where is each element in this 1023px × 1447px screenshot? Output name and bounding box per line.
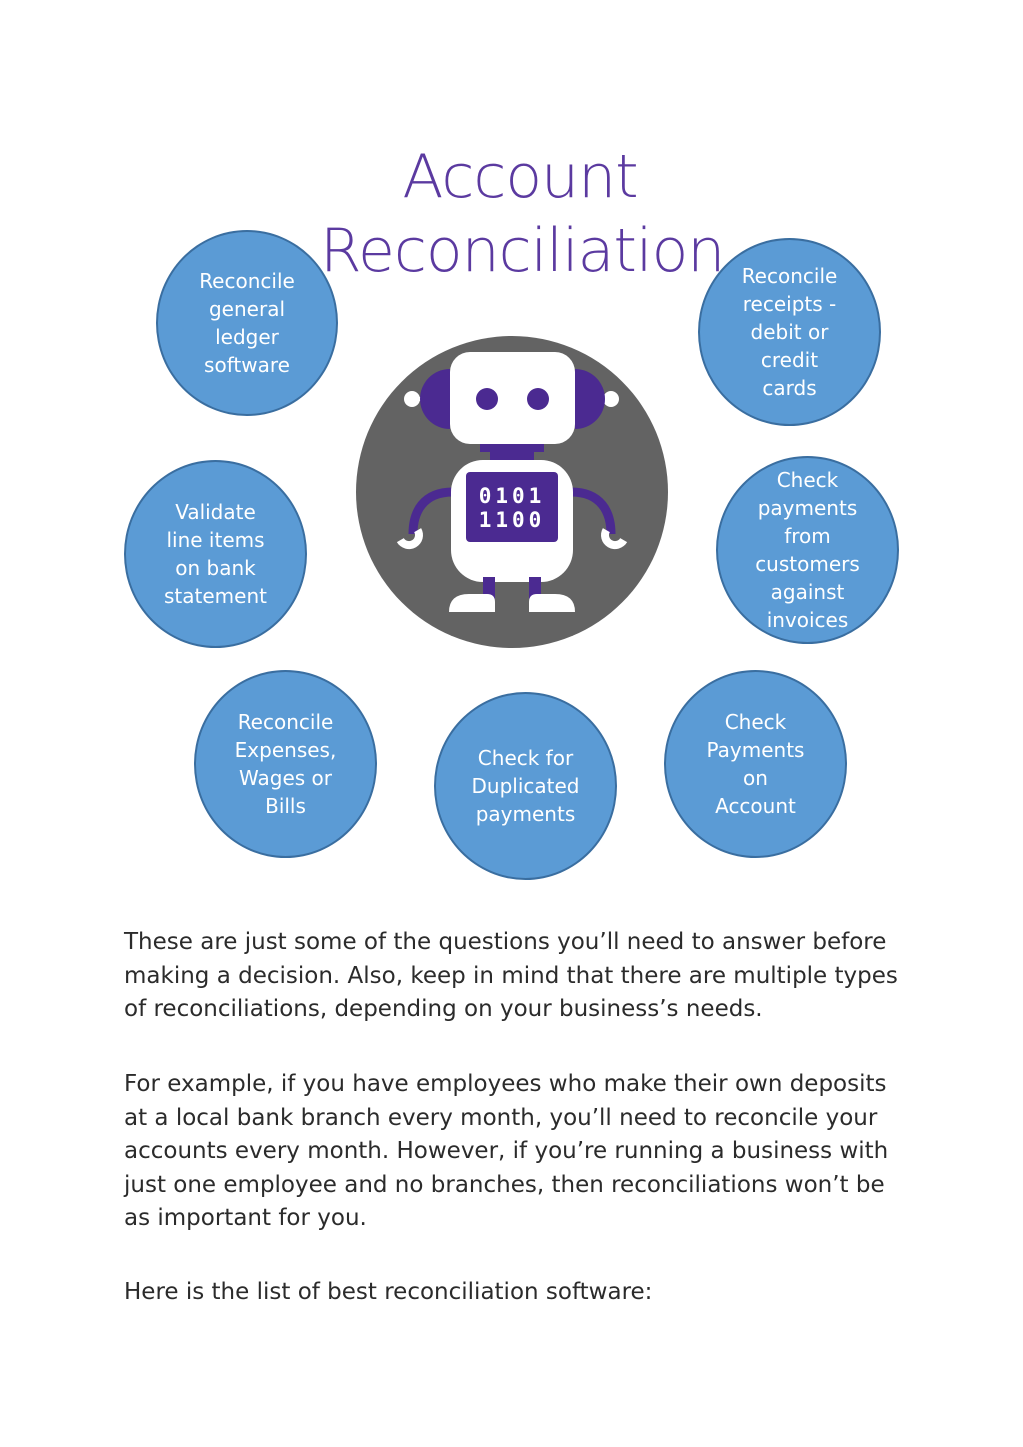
bubble-check-duplicated-payments	[434, 692, 617, 880]
bubble-validate-line-items	[124, 460, 307, 648]
bubble-label: Check Payments on Account	[706, 710, 805, 818]
robot-icon	[355, 322, 669, 662]
paragraph-2: For example, if you have employees who make their own deposits at a local bank branch every month, you’ll need to reconcile your accounts every month. However, if you’re running a business with just one employee and no branches, then reconciliations won’t be as important for you.	[124, 1071, 889, 1231]
bubble-reconcile-general-ledger	[156, 230, 338, 416]
robot-chest-code-2: 1100	[478, 508, 546, 532]
bubble-label: Reconcile general ledger software	[199, 269, 295, 377]
bubble-label: Check payments from customers against invoices	[755, 468, 860, 632]
bubble-check-payments-on-account	[664, 670, 847, 858]
bubble-label: Check for Duplicated payments	[471, 746, 580, 826]
bubble-reconcile-receipts	[698, 238, 881, 426]
bubble-label: Reconcile Expenses, Wages or Bills	[234, 710, 337, 818]
bubble-check-payments-customers	[716, 456, 899, 644]
paragraph-3: Here is the list of best reconciliation software:	[124, 1279, 653, 1305]
bubble-label: Reconcile receipts - debit or credit cards	[741, 264, 838, 400]
title-line-2: Reconciliation	[320, 216, 725, 286]
infographic-title	[320, 140, 725, 288]
bubble-label: Validate line items on bank statement	[164, 500, 267, 608]
robot-illustration	[355, 322, 669, 662]
paragraph-1: These are just some of the questions you’ll need to answer before making a decision. Also, keep in mind that there are multiple types of reconciliations, depending on your business’s needs.	[124, 929, 898, 1022]
robot-chest-code-1: 0101	[478, 484, 546, 508]
title-line-1: Account	[402, 142, 638, 212]
bubble-reconcile-expenses	[194, 670, 377, 858]
